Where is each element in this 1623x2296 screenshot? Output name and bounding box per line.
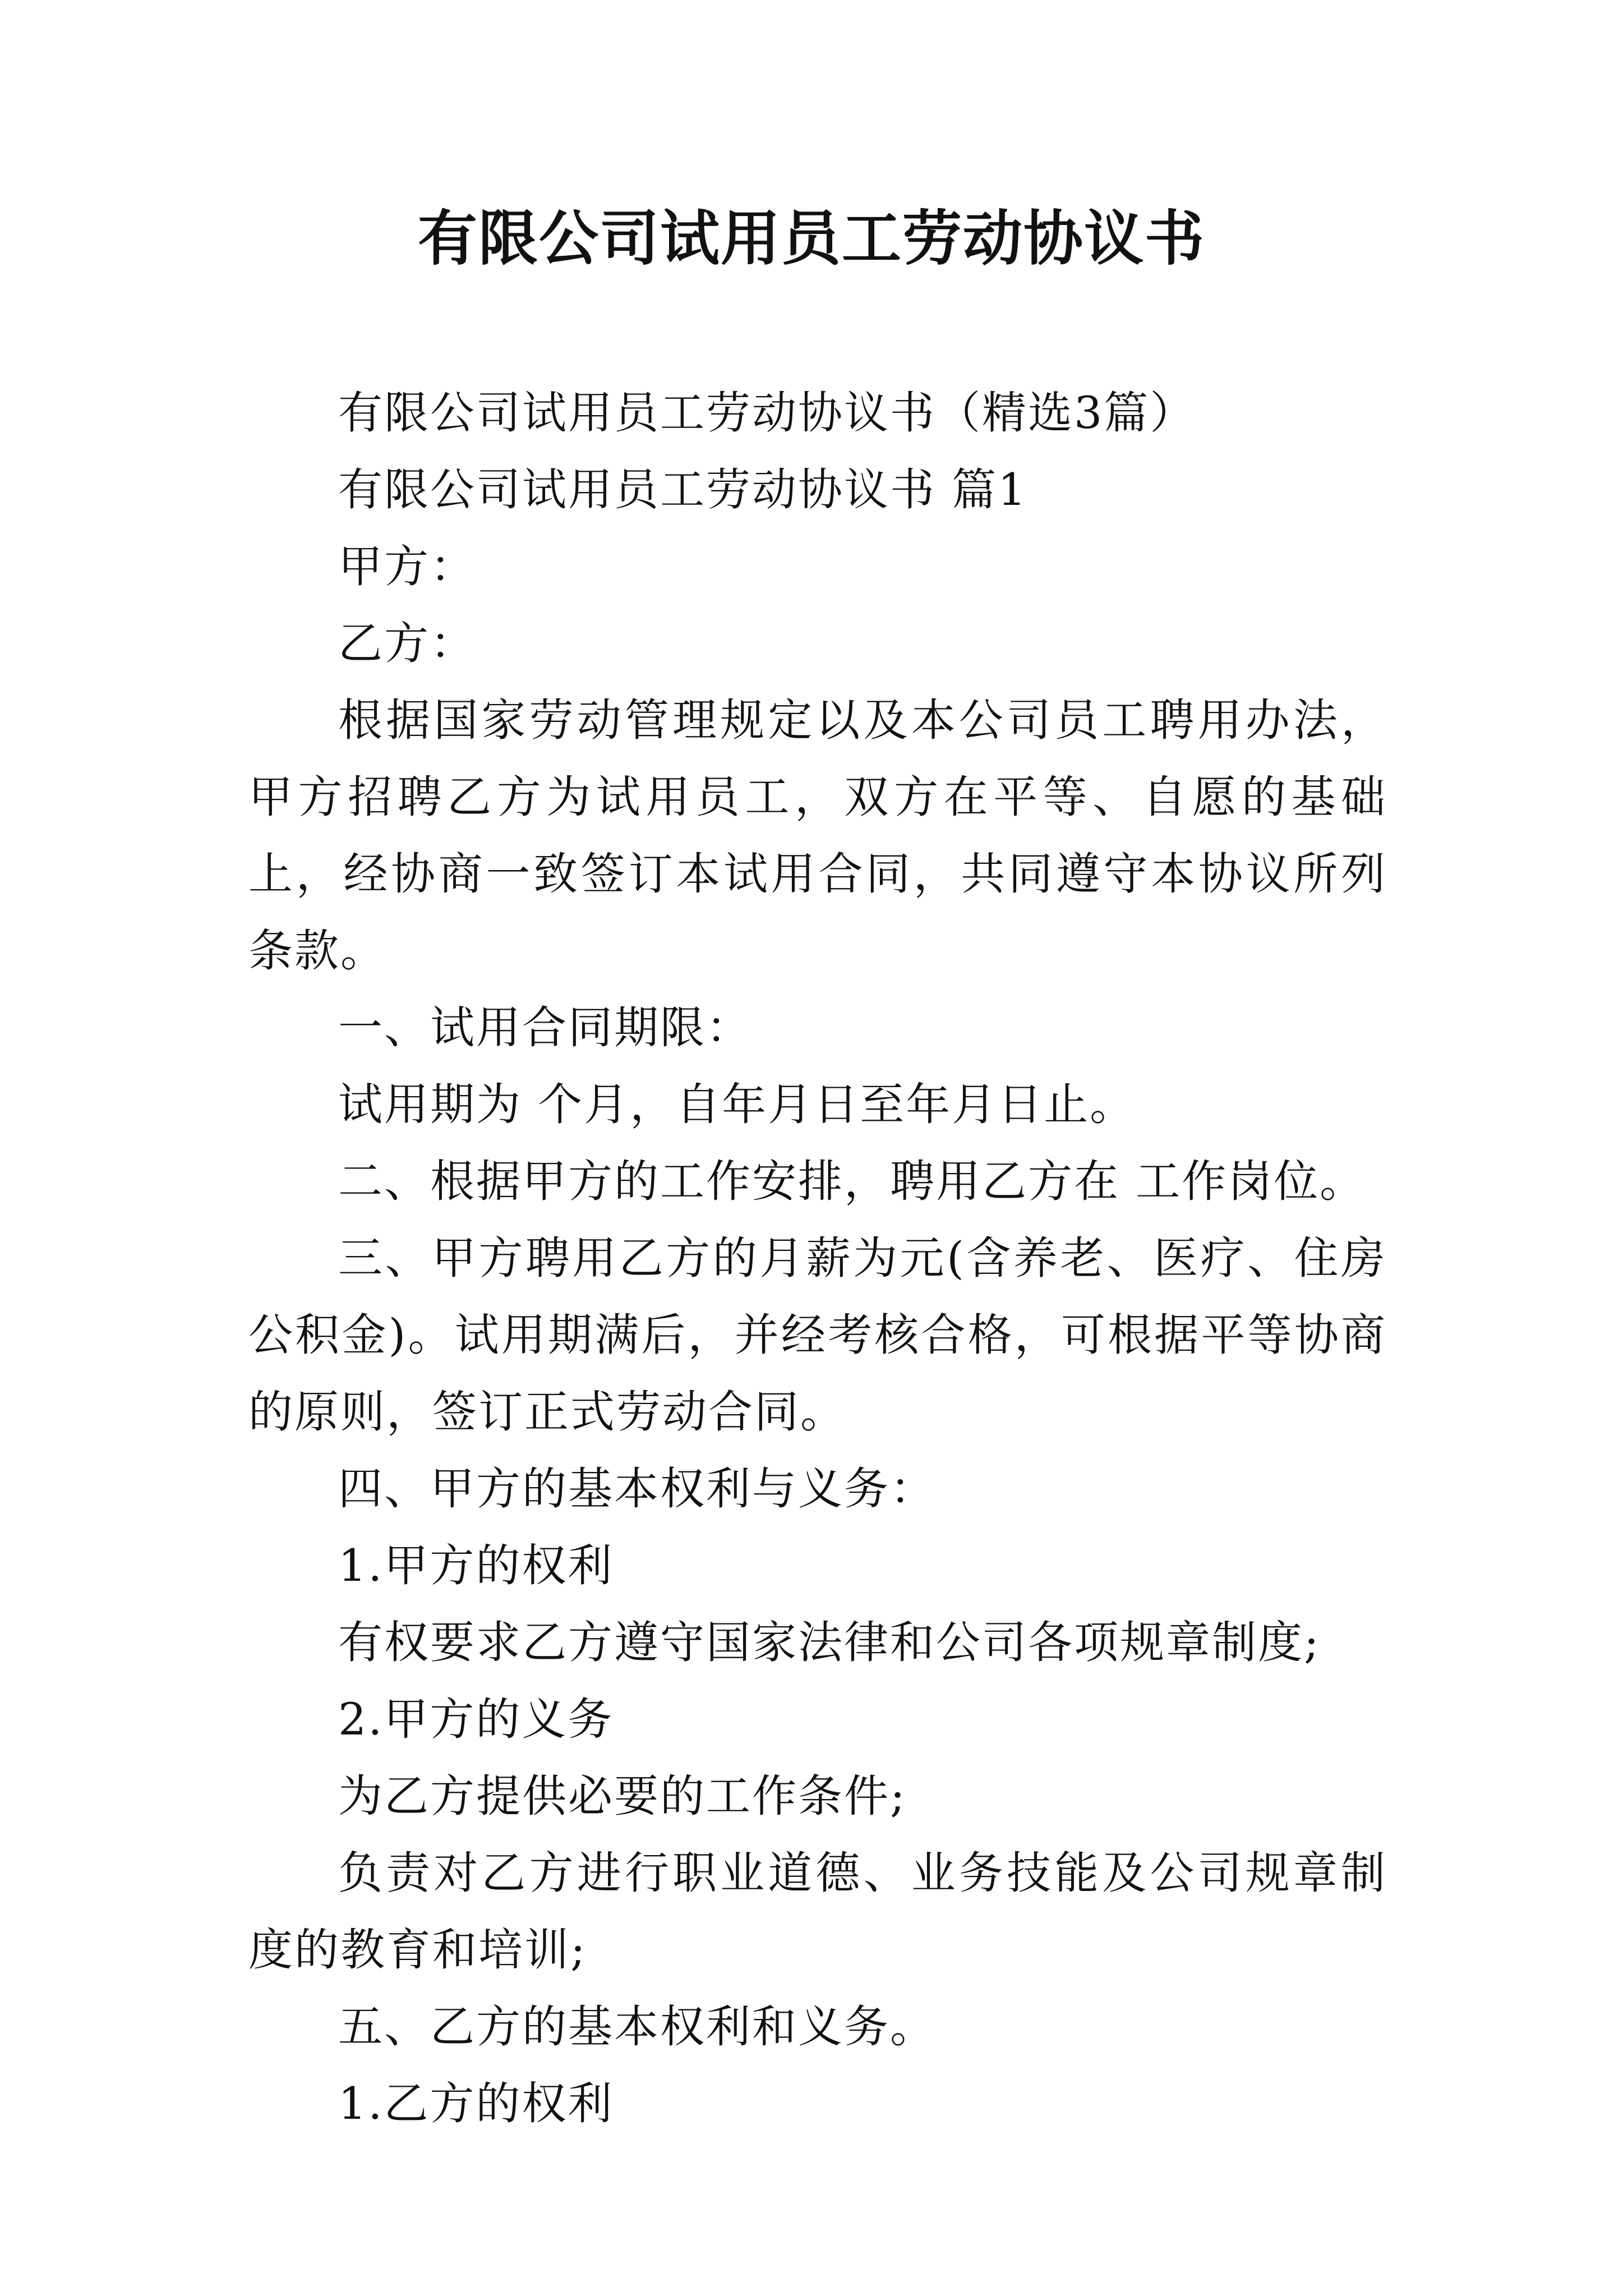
paragraph-party-b-rights-heading: 1.乙方的权利	[338, 2078, 614, 2129]
paragraph-party-a: 甲方：	[338, 541, 476, 592]
paragraph-section-2: 二、根据甲方的工作安排，聘用乙方在 工作岗位。	[338, 1156, 1366, 1207]
paragraph-section-3: 三、甲方聘用乙方的月薪为元(含养老、医疗、住房公积金)。试用期满后，并经考核合格，可根据平等协商的原则，签订正式劳动合同。	[248, 1232, 1387, 1438]
paragraph-preamble: 根据国家劳动管理规定以及本公司员工聘用办法，甲方招聘乙方为试用员工，双方在平等、自愿的基础上，经协商一致签订本试用合同，共同遵守本协议所列条款。	[248, 694, 1387, 977]
paragraph-section-1-heading: 一、试用合同期限：	[338, 1002, 752, 1053]
paragraph-collection-title: 有限公司试用员工劳动协议书（精选3篇）	[338, 387, 1196, 439]
paragraph-party-a-rights: 有权要求乙方遵守国家法律和公司各项规章制度;	[338, 1617, 1321, 1668]
paragraph-section-4-heading: 四、甲方的基本权利与义务：	[338, 1463, 936, 1515]
paragraph-section-5-heading: 五、乙方的基本权利和义务。	[338, 2001, 936, 2053]
paragraph-party-a-rights-heading: 1.甲方的权利	[338, 1540, 614, 1591]
document-body	[248, 375, 1387, 2142]
paragraph-probation-period: 试用期为 个月，自年月日至年月日止。	[338, 1079, 1136, 1130]
paragraph-party-a-obligation-2: 负责对乙方进行职业道德、业务技能及公司规章制度的教育和培训;	[248, 1847, 1387, 1976]
paragraph-party-b: 乙方：	[338, 618, 476, 669]
paragraph-party-a-obligations-heading: 2.甲方的义务	[338, 1694, 614, 1745]
paragraph-party-a-obligation-1: 为乙方提供必要的工作条件;	[338, 1770, 907, 1822]
paragraph-article-heading: 有限公司试用员工劳动协议书 篇1	[338, 464, 1028, 516]
document-title: 有限公司试用员工劳动协议书	[418, 203, 1205, 273]
